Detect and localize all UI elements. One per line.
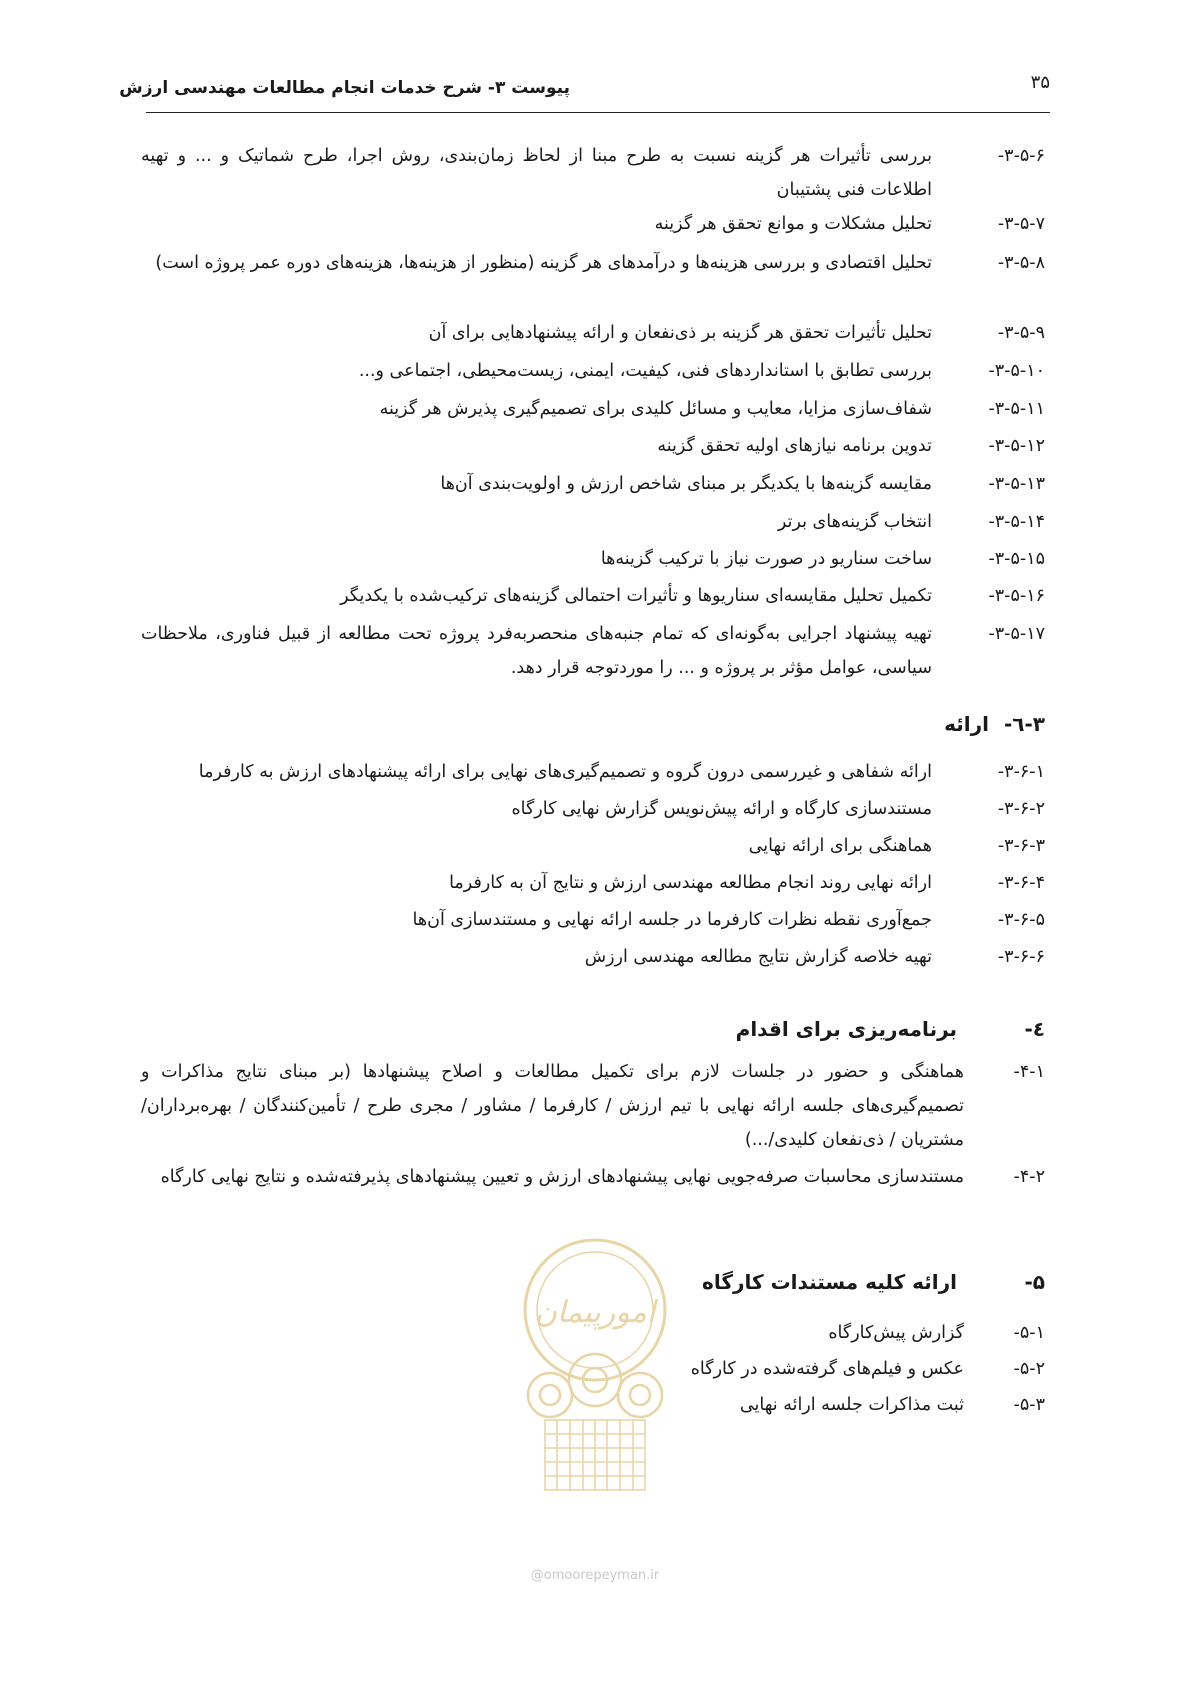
list-item [141, 617, 1045, 685]
list-item [141, 429, 1045, 463]
list-item [141, 139, 1045, 207]
list-item [141, 829, 1045, 863]
item-text: تهیه خلاصه گزارش نتایج مطالعه مهندسی ارزش [584, 947, 932, 967]
item-text: مستندسازی کارگاه و ارائه پیش‌نویس گزارش نهایی کارگاه [511, 799, 932, 819]
list-item [141, 354, 1045, 388]
section-title: ارائه کلیه مستندات کارگاه [702, 1270, 958, 1294]
item-number: ۵-۱- [1013, 1323, 1045, 1343]
list-item [141, 579, 1045, 613]
item-number: ۳-۶-۱- [997, 762, 1045, 782]
item-text: بررسی تطابق با استانداردهای فنی، کیفیت، ایمنی، زیست‌محیطی، اجتماعی و... [358, 361, 932, 381]
list-item [141, 792, 1045, 826]
list-item [141, 207, 1045, 241]
list-item [445, 1316, 1045, 1350]
section-title: ارائه [944, 712, 989, 736]
header-title: پیوست ۳- شرح خدمات انجام مطالعات مهندسی ارزش [119, 78, 570, 98]
item-number: ۳-۵-۹- [997, 323, 1045, 343]
list-item [141, 246, 1045, 314]
item-text: مستندسازی محاسبات صرفه‌جویی نهایی پیشنهادهای ارزش و تعیین پیشنهادهای پذیرفته‌شده و نتایج نهایی کارگاه [160, 1167, 964, 1187]
item-number: ۳-۶-۶- [997, 947, 1045, 967]
list-item [445, 1352, 1045, 1386]
item-number: ۳-۵-۱۵- [988, 549, 1045, 569]
item-number: ۵-۲- [1013, 1359, 1045, 1379]
item-text: هماهنگی برای ارائه نهایی [748, 836, 932, 856]
list-item [141, 1160, 1045, 1228]
item-number: ۴-۱- [1013, 1062, 1045, 1082]
item-text: شفاف‌سازی مزایا، معایب و مسائل کلیدی برای تصمیم‌گیری پذیرش هر گزینه [379, 399, 932, 419]
list-item [141, 392, 1045, 426]
section-title: برنامه‌ریزی برای اقدام [735, 1017, 958, 1041]
section-number: ۵- [1024, 1270, 1045, 1294]
item-text: انتخاب گزینه‌های برتر [777, 512, 932, 532]
item-text: هماهنگی و حضور در جلسات لازم برای تکمیل مطالعات و اصلاح پیشنهادها (بر مبنای نتایج مذاکرات و تصمیم‌گیری‌های جلسه ارائه نهایی با تیم ارزش / کارفرما / مشاور / مجری طرح / تأمین‌کنندگان / بهره‌برداران/ مشتریان / ذی‌نفعان کلیدی/...) [141, 1062, 964, 1150]
item-text: تحلیل مشکلات و موانع تحقق هر گزینه [654, 214, 932, 234]
item-number: ۳-۵-۶- [997, 146, 1045, 166]
item-number: ۳-۵-۱۷- [988, 624, 1045, 644]
list-item [141, 1055, 1045, 1157]
item-text: تکمیل تحلیل مقایسه‌ای سناریوها و تأثیرات احتمالی گزینه‌های ترکیب‌شده با یکدیگر [340, 586, 932, 606]
item-text: گزارش پیش‌کارگاه [828, 1323, 964, 1343]
item-number: ۳-۶-۲- [997, 799, 1045, 819]
list-item [141, 903, 1045, 937]
list-item [141, 505, 1045, 539]
item-number: ۳-۵-۷- [997, 214, 1045, 234]
list-item [141, 542, 1045, 576]
item-text: ارائه نهایی روند انجام مطالعه مهندسی ارزش و نتایج آن به کارفرما [449, 873, 932, 893]
item-number: ۵-۳- [1013, 1395, 1045, 1415]
item-text: تحلیل تأثیرات تحقق هر گزینه بر ذی‌نفعان و ارائه پیشنهادهایی برای آن [428, 323, 932, 343]
item-number: ۳-۵-۱۲- [988, 436, 1045, 456]
item-number: ۳-۵-۱۰- [988, 361, 1045, 381]
item-text: ساخت سناریو در صورت نیاز با ترکیب گزینه‌ها [600, 549, 932, 569]
list-item [141, 316, 1045, 350]
page-header [119, 68, 1050, 113]
item-number: ۳-۵-۱۶- [988, 586, 1045, 606]
section-heading [141, 1017, 1045, 1041]
item-text: بررسی تأثیرات هر گزینه نسبت به طرح مبنا از لحاظ زمان‌بندی، روش اجرا، طرح شماتیک و ... و تهیه اطلاعات فنی پشتیبان [141, 146, 932, 200]
watermark-url: @omoorepeyman.ir [530, 1568, 660, 1583]
page-number: ۳۵ [1030, 72, 1050, 93]
item-text: ارائه شفاهی و غیررسمی درون گروه و تصمیم‌گیری‌های نهایی برای ارائه پیشنهادهای ارزش به کارفرما [198, 762, 932, 782]
list-item [141, 755, 1045, 789]
section-heading [944, 712, 1045, 736]
item-number: ۳-۵-۱۱- [988, 399, 1045, 419]
section-heading [141, 1270, 1045, 1294]
item-number: ۳-۵-۸- [997, 253, 1045, 273]
item-number: ۳-۶-۵- [997, 910, 1045, 930]
item-number: ۴-۲- [1013, 1167, 1045, 1187]
list-item [445, 1388, 1045, 1422]
section-number: ۳-٦- [1003, 712, 1045, 736]
item-text: ثبت مذاکرات جلسه ارائه نهایی [739, 1395, 964, 1415]
item-number: ۳-۶-۳- [997, 836, 1045, 856]
item-text: تحلیل اقتصادی و بررسی هزینه‌ها و درآمدهای هر گزینه (منظور از هزینه‌ها، هزینه‌های دوره عمر پروژه است) [155, 253, 932, 273]
list-item [141, 866, 1045, 900]
list-item [141, 467, 1045, 501]
item-number: ۳-۶-۴- [997, 873, 1045, 893]
svg-text:امورپیمان: امورپیمان [534, 1295, 656, 1330]
item-text: مقایسه گزینه‌ها با یکدیگر بر مبنای شاخص ارزش و اولویت‌بندی آن‌ها [440, 474, 932, 494]
item-number: ۳-۵-۱۳- [988, 474, 1045, 494]
item-text: عکس و فیلم‌های گرفته‌شده در کارگاه [690, 1359, 964, 1379]
item-number: ۳-۵-۱۴- [988, 512, 1045, 532]
section-number: ٤- [1024, 1017, 1045, 1041]
list-item [141, 940, 1045, 974]
item-text: جمع‌آوری نقطه نظرات کارفرما در جلسه ارائه نهایی و مستندسازی آن‌ها [412, 910, 932, 930]
item-text: تدوین برنامه نیازهای اولیه تحقق گزینه [657, 436, 932, 456]
item-text: تهیه پیشنهاد اجرایی به‌گونه‌ای که تمام جنبه‌های منحصربه‌فرد پروژه تحت مطالعه از قبیل فناوری، ملاحظات سیاسی، عوامل مؤثر بر پروژه و ... را موردتوجه قرار دهد. [141, 624, 932, 678]
